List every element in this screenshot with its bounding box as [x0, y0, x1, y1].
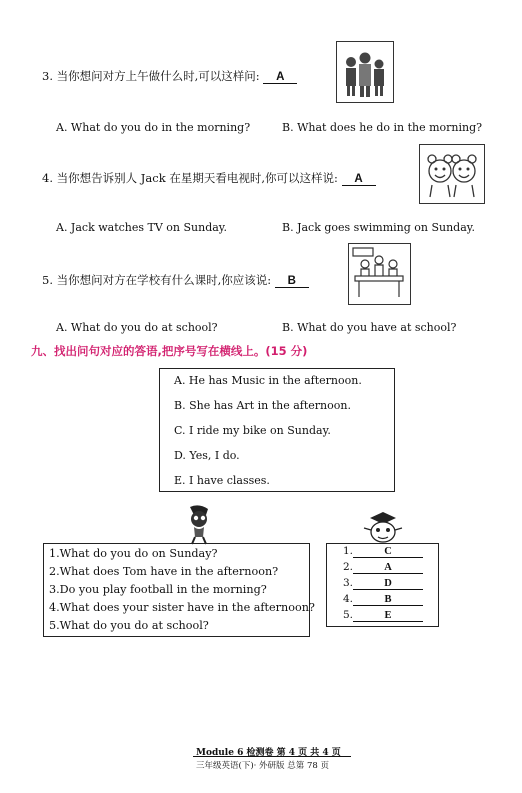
section-9-title: 九、找出问句对应的答语,把序号写在横线上。(15 分): [31, 344, 308, 358]
question-stem: 当你想问对方上午做什么时,可以这样问:: [56, 69, 260, 83]
questions-box: [43, 543, 315, 637]
option-a: A. What do you do at school?: [56, 321, 218, 334]
answer-blank[interactable]: E: [353, 610, 423, 622]
answer-blank[interactable]: A: [263, 71, 297, 84]
cartoon-graduate-icon: [360, 510, 406, 546]
match-question-2: 2.What does Tom have in the afternoon?: [49, 565, 279, 578]
answers-box: [326, 543, 439, 627]
answer-line-5: 5. E: [343, 609, 423, 622]
question-stem: 当你想告诉别人 Jack 在星期天看电视时,你可以这样说:: [56, 171, 338, 185]
question-stem: 当你想问对方在学校有什么课时,你应该说:: [56, 273, 272, 287]
answer-choices-box: [159, 368, 395, 492]
answer-blank[interactable]: D: [353, 578, 423, 590]
footer-divider: [193, 756, 351, 757]
answer-blank[interactable]: A: [342, 173, 376, 186]
answer-blank[interactable]: B: [353, 594, 423, 606]
answer-line-4: 4. B: [343, 593, 423, 606]
match-question-4: 4.What does your sister have in the afternoon?: [49, 601, 315, 614]
question-4: [42, 170, 376, 186]
footer-module-info: Module 6 检测卷 第 4 页 共 4 页: [196, 748, 341, 758]
choice-e: E. I have classes.: [174, 474, 270, 487]
match-question-1: 1.What do you do on Sunday?: [49, 547, 218, 560]
match-question-3: 3.Do you play football in the morning?: [49, 583, 267, 596]
footer-book-info: 三年级英语(下)· 外研版 总第 78 页: [196, 761, 329, 771]
answer-line-2: 2. A: [343, 561, 423, 574]
question-3: [42, 68, 297, 84]
answer-blank[interactable]: A: [353, 562, 423, 574]
question-number: 4.: [42, 171, 53, 185]
question-number: 3.: [42, 69, 53, 83]
cartoon-mascot-icon: [182, 503, 216, 545]
answer-blank[interactable]: B: [275, 275, 309, 288]
cartoon-kids-picture: [419, 144, 485, 204]
choice-d: D. Yes, I do.: [174, 449, 240, 462]
answer-line-3: 3. D: [343, 577, 423, 590]
answer-line-1: 1. C: [343, 545, 423, 558]
question-number: 5.: [42, 273, 53, 287]
option-b: B. What do you have at school?: [282, 321, 457, 334]
question-5: [42, 272, 309, 288]
choice-c: C. I ride my bike on Sunday.: [174, 424, 331, 437]
option-a: A. What do you do in the morning?: [56, 121, 251, 134]
choice-a: A. He has Music in the afternoon.: [174, 374, 362, 387]
family-picture: [336, 41, 394, 103]
option-b: B. What does he do in the morning?: [282, 121, 483, 134]
classroom-picture: [348, 243, 411, 305]
option-b: B. Jack goes swimming on Sunday.: [282, 221, 476, 234]
match-question-5: 5.What do you do at school?: [49, 619, 209, 632]
answer-blank[interactable]: C: [353, 546, 423, 558]
choice-b: B. She has Art in the afternoon.: [174, 399, 351, 412]
option-a: A. Jack watches TV on Sunday.: [56, 221, 228, 234]
